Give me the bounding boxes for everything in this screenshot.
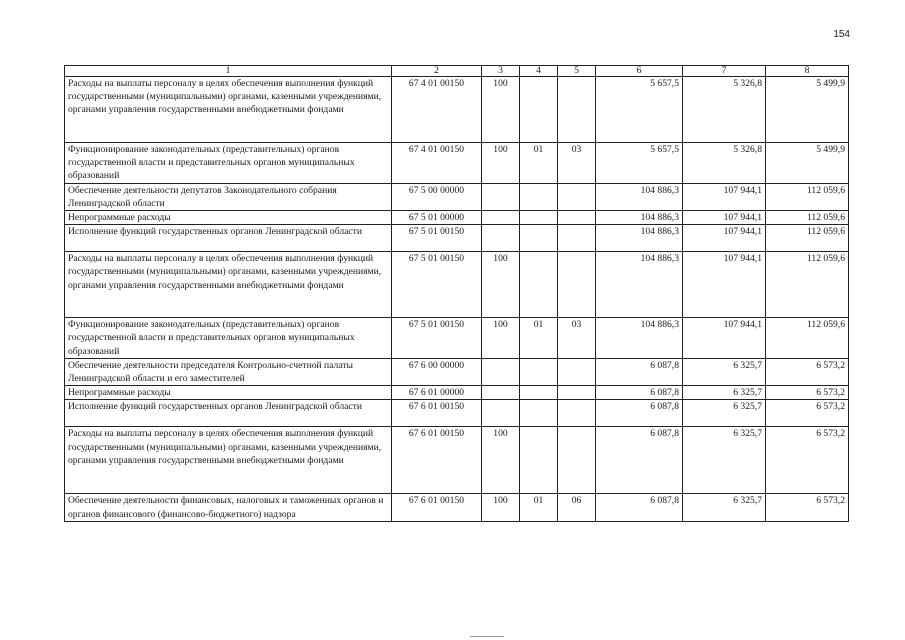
row-value-col6: 6 087,8 xyxy=(596,494,683,521)
row-value-col8: 6 573,2 xyxy=(766,400,849,427)
row-value-col7: 6 325,7 xyxy=(683,358,766,385)
row-col5 xyxy=(558,358,596,385)
row-col5 xyxy=(558,183,596,210)
row-code: 67 6 01 00150 xyxy=(392,427,482,494)
row-col4 xyxy=(520,183,558,210)
row-code: 67 5 01 00150 xyxy=(392,225,482,252)
row-name: Исполнение функций государственных органов Ленинградской области xyxy=(65,225,392,252)
row-col3: 100 xyxy=(482,77,520,143)
row-value-col6: 5 657,5 xyxy=(596,143,683,184)
row-col5 xyxy=(558,400,596,427)
row-code: 67 5 00 00000 xyxy=(392,183,482,210)
row-value-col6: 104 886,3 xyxy=(596,183,683,210)
table-header-row xyxy=(65,66,849,77)
table-row xyxy=(65,400,849,427)
row-col4 xyxy=(520,358,558,385)
table-row xyxy=(65,494,849,521)
row-value-col6: 104 886,3 xyxy=(596,318,683,359)
table-row xyxy=(65,225,849,252)
row-value-col6: 104 886,3 xyxy=(596,211,683,225)
row-col3: 100 xyxy=(482,427,520,494)
row-value-col7: 6 325,7 xyxy=(683,494,766,521)
row-value-col6: 5 657,5 xyxy=(596,77,683,143)
budget-table xyxy=(64,65,849,522)
row-name: Расходы на выплаты персоналу в целях обеспечения выполнения функций государственными (муниципальными) органами, казенными учреждениями, органами управления государственными внебюджетными фондами xyxy=(65,252,392,318)
row-code: 67 4 01 00150 xyxy=(392,77,482,143)
row-name: Непрограммные расходы xyxy=(65,386,392,400)
row-value-col6: 104 886,3 xyxy=(596,252,683,318)
row-name: Непрограммные расходы xyxy=(65,211,392,225)
row-value-col8: 5 499,9 xyxy=(766,143,849,184)
row-name: Обеспечение деятельности председателя Контрольно-счетной палаты Ленинградской области и его заместителей xyxy=(65,358,392,385)
row-value-col7: 107 944,1 xyxy=(683,211,766,225)
row-name: Функционирование законодательных (представительных) органов государственной власти и представительных органов муниципальных образований xyxy=(65,143,392,184)
row-col4 xyxy=(520,211,558,225)
row-col3 xyxy=(482,225,520,252)
row-value-col8: 112 059,6 xyxy=(766,252,849,318)
row-value-col8: 5 499,9 xyxy=(766,77,849,143)
row-value-col8: 6 573,2 xyxy=(766,494,849,521)
row-code: 67 5 01 00000 xyxy=(392,211,482,225)
page-number: 154 xyxy=(833,29,850,40)
row-col4: 01 xyxy=(520,318,558,359)
row-value-col7: 107 944,1 xyxy=(683,318,766,359)
row-col4 xyxy=(520,427,558,494)
column-header: 1 xyxy=(65,66,392,77)
table-body xyxy=(65,77,849,522)
table-row xyxy=(65,318,849,359)
row-value-col6: 6 087,8 xyxy=(596,427,683,494)
table-row xyxy=(65,211,849,225)
row-col3: 100 xyxy=(482,143,520,184)
row-value-col7: 107 944,1 xyxy=(683,252,766,318)
row-col5: 03 xyxy=(558,143,596,184)
row-code: 67 5 01 00150 xyxy=(392,318,482,359)
row-col5 xyxy=(558,77,596,143)
row-col4: 01 xyxy=(520,494,558,521)
row-value-col7: 6 325,7 xyxy=(683,386,766,400)
table-row xyxy=(65,427,849,494)
row-col5 xyxy=(558,211,596,225)
row-col5 xyxy=(558,225,596,252)
row-value-col7: 5 326,8 xyxy=(683,77,766,143)
column-header: 2 xyxy=(392,66,482,77)
row-col3: 100 xyxy=(482,252,520,318)
row-col3: 100 xyxy=(482,318,520,359)
row-name: Обеспечение деятельности финансовых, налоговых и таможенных органов и органов финансового (финансово-бюджетного) надзора xyxy=(65,494,392,521)
row-col4 xyxy=(520,386,558,400)
row-value-col8: 112 059,6 xyxy=(766,211,849,225)
row-name: Функционирование законодательных (представительных) органов государственной власти и представительных органов муниципальных образований xyxy=(65,318,392,359)
row-col4 xyxy=(520,77,558,143)
column-header: 6 xyxy=(596,66,683,77)
row-value-col6: 6 087,8 xyxy=(596,400,683,427)
row-col3 xyxy=(482,386,520,400)
table-row xyxy=(65,358,849,385)
scan-artifact xyxy=(470,636,504,637)
row-value-col6: 104 886,3 xyxy=(596,225,683,252)
row-col3 xyxy=(482,400,520,427)
row-value-col6: 6 087,8 xyxy=(596,386,683,400)
row-col3 xyxy=(482,183,520,210)
row-col4 xyxy=(520,225,558,252)
row-value-col8: 112 059,6 xyxy=(766,225,849,252)
column-header: 4 xyxy=(520,66,558,77)
row-col5 xyxy=(558,252,596,318)
table-row xyxy=(65,252,849,318)
column-header: 3 xyxy=(482,66,520,77)
row-code: 67 6 01 00150 xyxy=(392,494,482,521)
row-col5 xyxy=(558,427,596,494)
row-name: Расходы на выплаты персоналу в целях обеспечения выполнения функций государственными (муниципальными) органами, казенными учреждениями, органами управления государственными внебюджетными фондами xyxy=(65,77,392,143)
table-row xyxy=(65,77,849,143)
row-col3: 100 xyxy=(482,494,520,521)
row-name: Обеспечение деятельности депутатов Законодательного собрания Ленинградской области xyxy=(65,183,392,210)
row-value-col8: 112 059,6 xyxy=(766,318,849,359)
table-row xyxy=(65,143,849,184)
column-header: 7 xyxy=(683,66,766,77)
row-col3 xyxy=(482,211,520,225)
row-code: 67 4 01 00150 xyxy=(392,143,482,184)
row-value-col8: 6 573,2 xyxy=(766,386,849,400)
row-value-col6: 6 087,8 xyxy=(596,358,683,385)
row-value-col7: 6 325,7 xyxy=(683,427,766,494)
row-value-col8: 6 573,2 xyxy=(766,358,849,385)
column-header: 8 xyxy=(766,66,849,77)
row-value-col8: 112 059,6 xyxy=(766,183,849,210)
row-value-col7: 107 944,1 xyxy=(683,183,766,210)
row-col4 xyxy=(520,400,558,427)
column-header: 5 xyxy=(558,66,596,77)
row-col4 xyxy=(520,252,558,318)
row-value-col8: 6 573,2 xyxy=(766,427,849,494)
row-col4: 01 xyxy=(520,143,558,184)
row-col5: 03 xyxy=(558,318,596,359)
row-col3 xyxy=(482,358,520,385)
row-name: Исполнение функций государственных органов Ленинградской области xyxy=(65,400,392,427)
row-col5 xyxy=(558,386,596,400)
row-value-col7: 6 325,7 xyxy=(683,400,766,427)
row-code: 67 6 01 00000 xyxy=(392,386,482,400)
row-code: 67 6 01 00150 xyxy=(392,400,482,427)
row-value-col7: 5 326,8 xyxy=(683,143,766,184)
table-row xyxy=(65,183,849,210)
row-code: 67 5 01 00150 xyxy=(392,252,482,318)
row-name: Расходы на выплаты персоналу в целях обеспечения выполнения функций государственными (муниципальными) органами, казенными учреждениями, органами управления государственными внебюджетными фондами xyxy=(65,427,392,494)
row-col5: 06 xyxy=(558,494,596,521)
table-row xyxy=(65,386,849,400)
row-value-col7: 107 944,1 xyxy=(683,225,766,252)
row-code: 67 6 00 00000 xyxy=(392,358,482,385)
